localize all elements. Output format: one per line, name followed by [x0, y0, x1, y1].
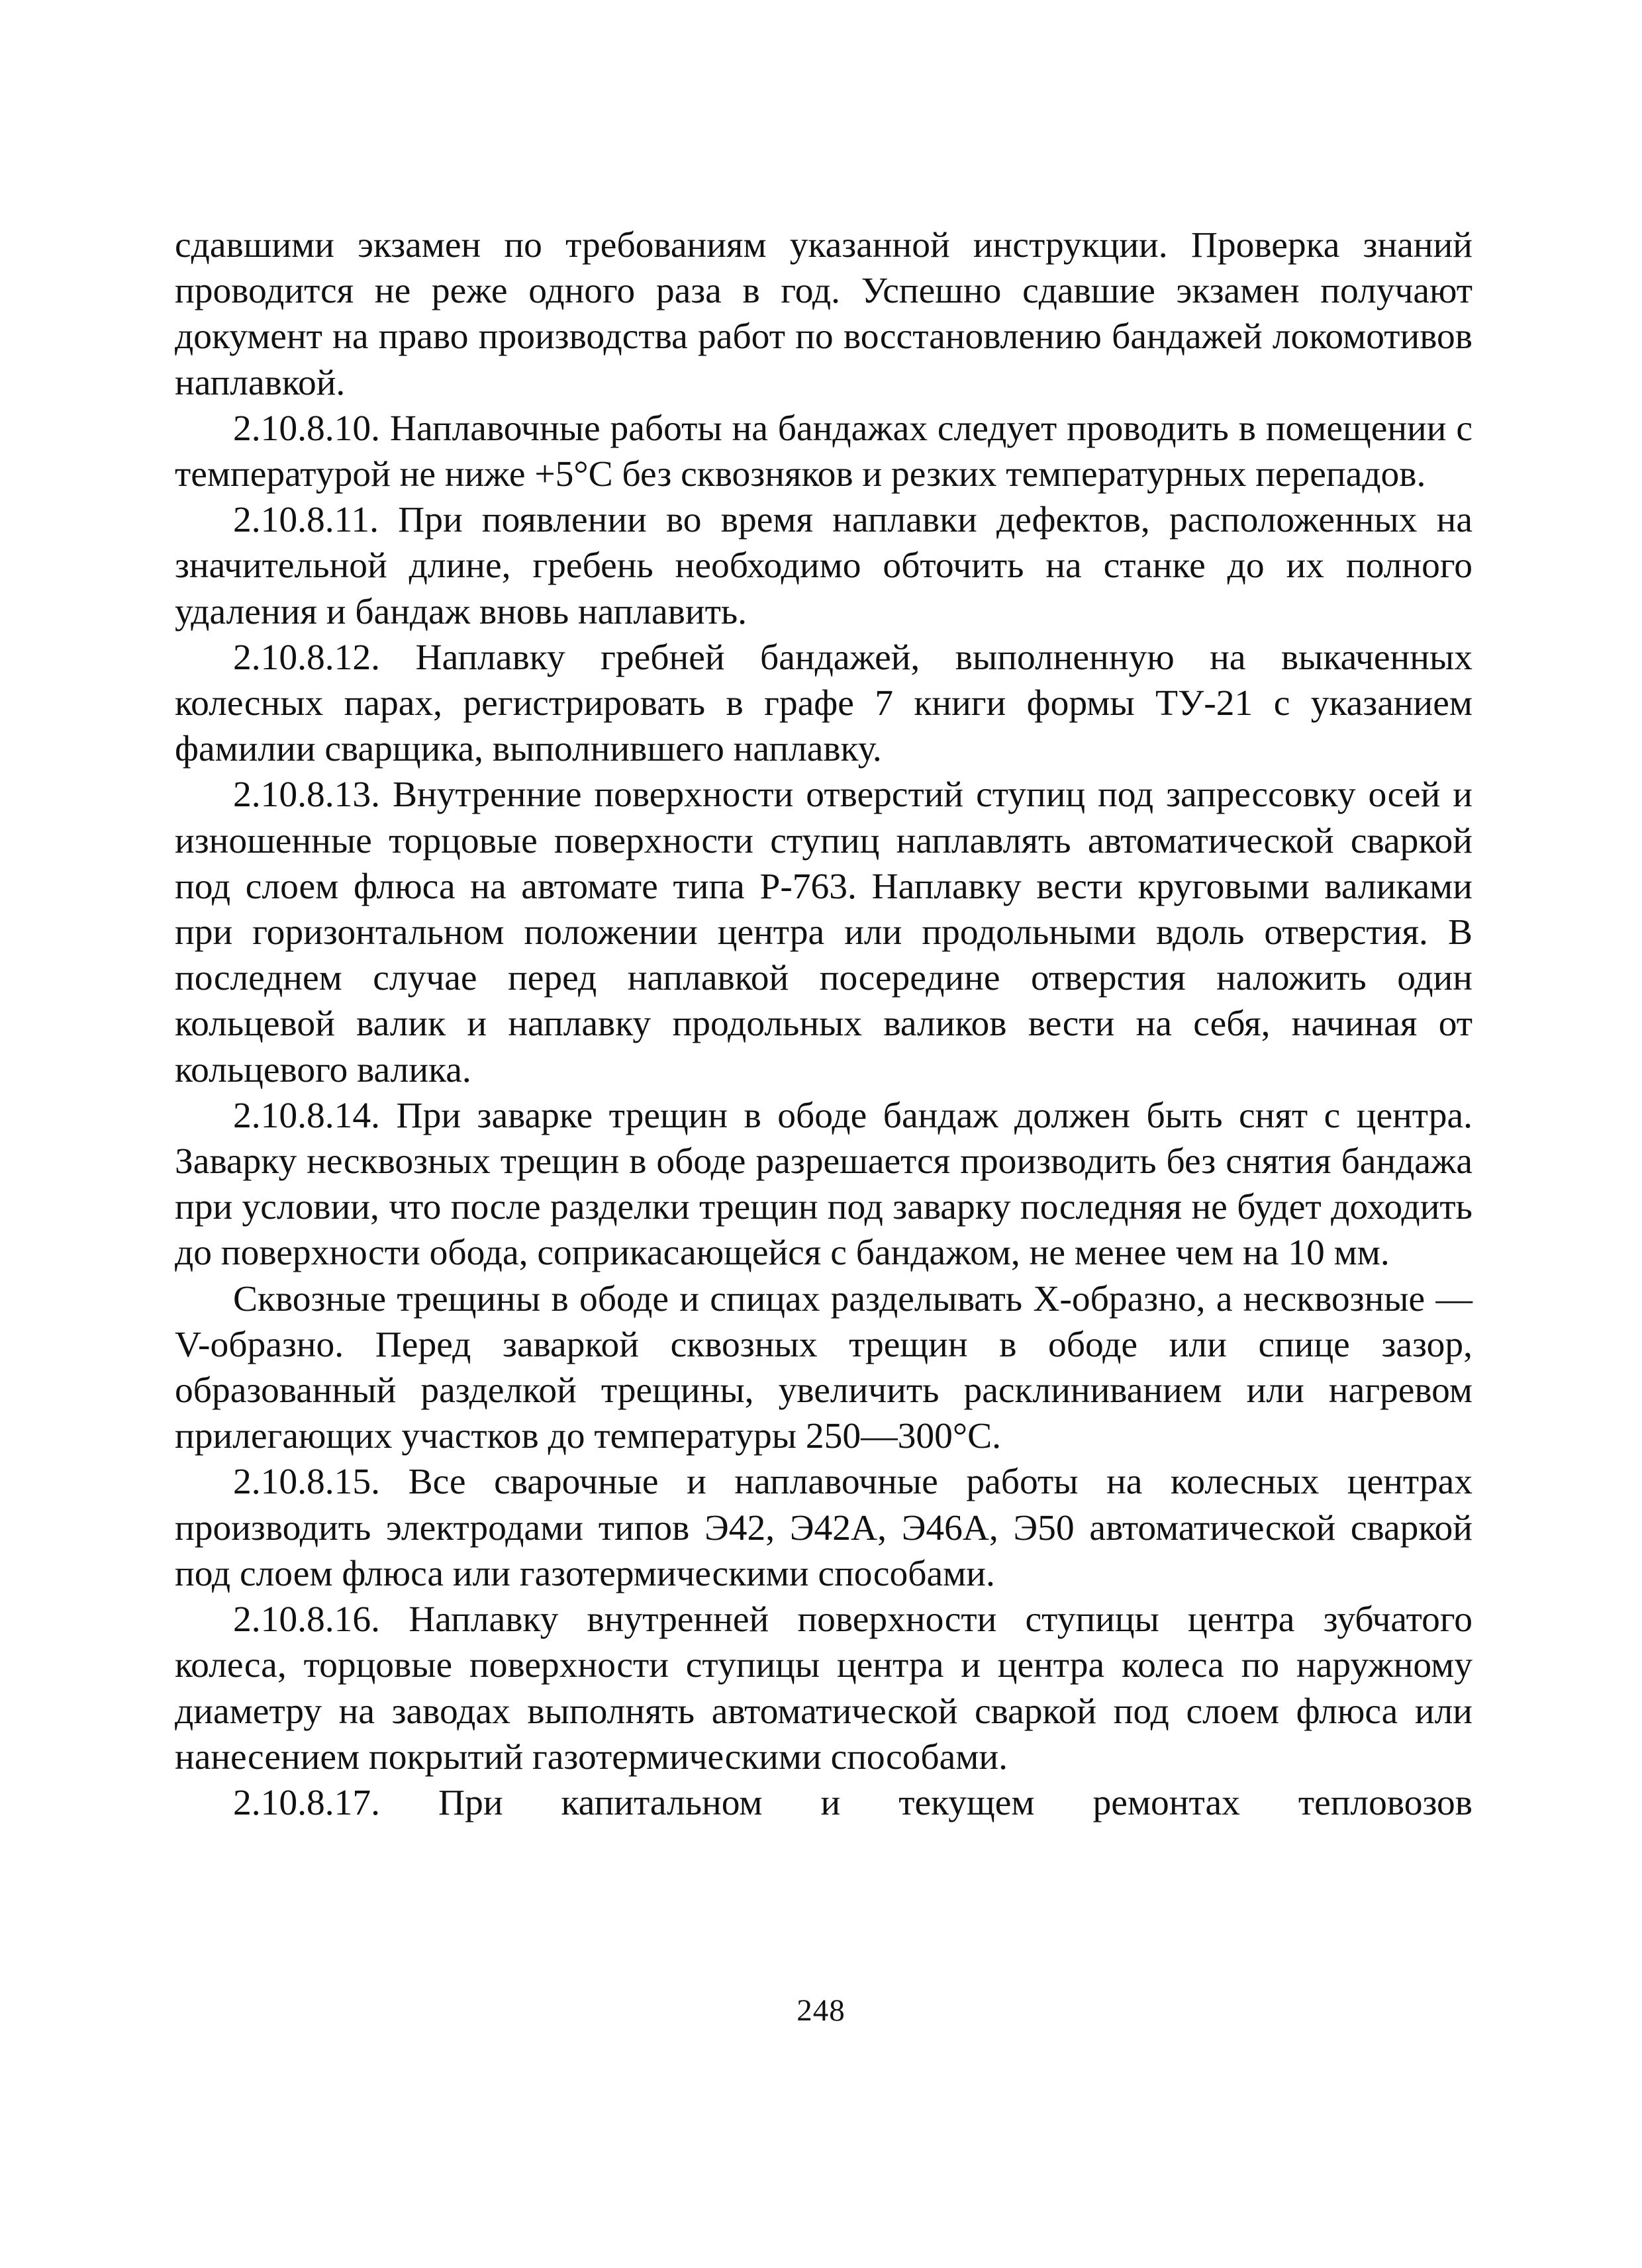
paragraph-2-10-8-14: 2.10.8.14. При заварке трещин в ободе бандаж должен быть снят с центра. Заварку несквозных трещин в ободе разрешается производить без снятия бандажа при условии, что после разделки трещин под заварку последняя не будет доходить до поверхности обода, соприкасающейся с бандажом, не менее чем на 10 мм.	[175, 1095, 1473, 1274]
paragraph-2-10-8-17: 2.10.8.17. При капитальном и текущем ремонтах тепловозов	[233, 1782, 1473, 1823]
paragraph-2-10-8-12: 2.10.8.12. Наплавку гребней бандажей, выполненную на выкаченных колесных парах, регистрировать в графе 7 книги формы ТУ-21 с указанием фамилии сварщика, выполнившего наплавку.	[175, 637, 1473, 770]
paragraph-2-10-8-13: 2.10.8.13. Внутренние поверхности отверстий ступиц под запрессовку осей и изношенные торцовые поверхности ступиц наплавлять автоматической сваркой под слоем флюса на автомате типа Р-763. Наплавку вести круговыми валиками при горизонтальном положении центра или продольными вдоль отверстия. В последнем случае перед наплавкой посередине отверстия наложить один кольцевой валик и наплавку продольных валиков вести на себя, начиная от кольцевого валика.	[175, 775, 1473, 1090]
page-number: 248	[797, 1993, 845, 2028]
paragraph-2-10-8-16: 2.10.8.16. Наплавку внутренней поверхности ступицы центра зубчатого колеса, торцовые поверхности ступицы центра и центра колеса по наружному диаметру на заводах выполнять автоматической сваркой под слоем флюса или нанесением покрытий газотермическими способами.	[175, 1599, 1473, 1777]
body-text	[175, 222, 1473, 1826]
paragraph-2-10-8-15: 2.10.8.15. Все сварочные и наплавочные работы на колесных центрах производить электродами типов Э42, Э42А, Э46А, Э50 автоматической сваркой под слоем флюса или газотермическими способами.	[175, 1462, 1473, 1594]
paragraph-continuation: сдавшими экзамен по требованиям указанной инструкции. Проверка знаний проводится не реже одного раза в год. Успешно сдавшие экзамен получают документ на право производства работ по восстановлению бандажей локомотивов наплавкой.	[175, 225, 1473, 403]
paragraph-2-10-8-10: 2.10.8.10. Наплавочные работы на бандажах следует проводить в помещении с температурой не ниже +5°С без сквозняков и резких температурных перепадов.	[175, 408, 1473, 495]
paragraph-cracks: Сквозные трещины в ободе и спицах разделывать Х-образно, а несквозные — V-образно. Перед заваркой сквозных трещин в ободе или спице зазор, образованный разделкой трещины, увеличить расклиниванием или нагревом прилегающих участков до температуры 250—300°С.	[175, 1278, 1473, 1457]
paragraph-2-10-8-11: 2.10.8.11. При появлении во время наплавки дефектов, расположенных на значительной длине, гребень необходимо обточить на станке до их полного удаления и бандаж вновь наплавить.	[175, 500, 1473, 632]
